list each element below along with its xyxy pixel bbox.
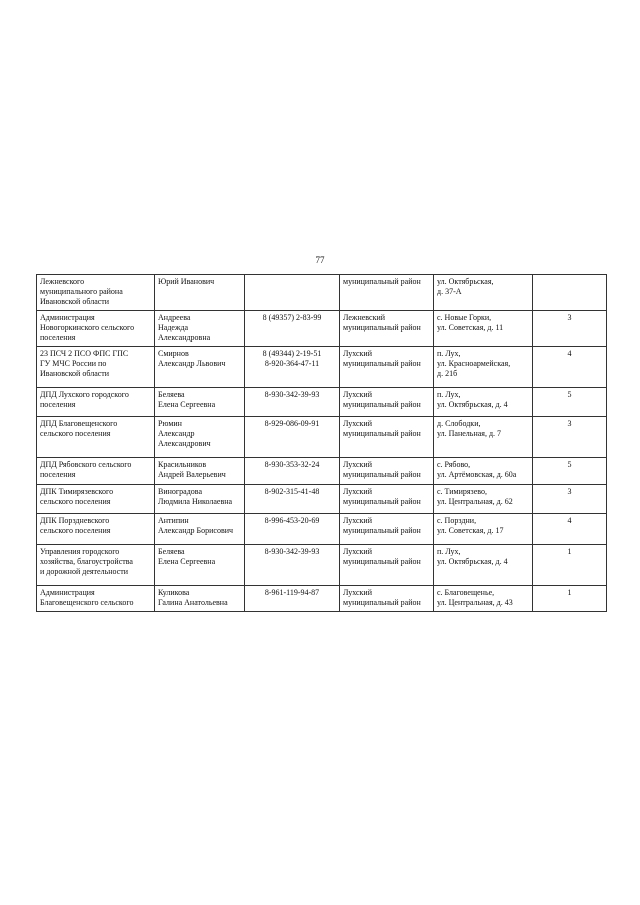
address-line: п. Лух, — [437, 349, 461, 358]
phone-line: 8-930-342-39-93 — [264, 547, 320, 556]
contact-person-cell — [155, 458, 245, 485]
phone-line: 8-930-342-39-93 — [264, 390, 320, 399]
organization-line: и дорожной деятельности — [40, 567, 129, 576]
district-line: муниципальный район — [343, 526, 421, 535]
organization-cell — [37, 485, 155, 514]
district-line: Лухский — [343, 419, 372, 428]
organization-cell — [37, 388, 155, 417]
contact-person-line: Александр Борисович — [158, 526, 234, 535]
count-cell: 1 — [533, 545, 607, 586]
organization-line: ДПК Порздневского — [40, 516, 110, 525]
table-row — [37, 545, 607, 586]
organization-line: сельского поселения — [40, 497, 111, 506]
phone-line: 8-961-119-94-87 — [264, 588, 320, 597]
contact-person-line: Куликова — [158, 588, 190, 597]
contact-person-line: Рюмин — [158, 419, 182, 428]
organization-line: хозяйства, благоустройства — [40, 557, 133, 566]
address-line: с. Тимирязево, — [437, 487, 487, 496]
contact-person-line: Александрович — [158, 439, 211, 448]
organization-line: Администрация — [40, 313, 95, 322]
table-row — [37, 586, 607, 612]
district-line: муниципальный район — [343, 429, 421, 438]
address-line: с. Благовещенье, — [437, 588, 495, 597]
district-line: муниципальный район — [343, 598, 421, 607]
phone-line: 8-920-364-47-11 — [264, 359, 320, 368]
organization-line: Управления городского — [40, 547, 120, 556]
organization-cell — [37, 311, 155, 347]
organization-line: сельского поселения — [40, 429, 111, 438]
address-cell — [434, 275, 533, 311]
organization-line: Благовещенского сельского — [40, 598, 134, 607]
organization-line: поселения — [40, 400, 76, 409]
district-cell — [340, 545, 434, 586]
count-cell: 5 — [533, 458, 607, 485]
district-line: Лухский — [343, 349, 372, 358]
district-line: муниципальный район — [343, 359, 421, 368]
district-cell — [340, 458, 434, 485]
phone-line: 8-902-315-41-48 — [264, 487, 320, 496]
district-line: Лухский — [343, 547, 372, 556]
organization-line: сельского поселения — [40, 526, 111, 535]
address-line: с. Рябово, — [437, 460, 471, 469]
contact-person-line: Юрий Иванович — [158, 277, 215, 286]
contact-person-cell — [155, 311, 245, 347]
contact-person-line: Беляева — [158, 390, 185, 399]
district-line: муниципальный район — [343, 400, 421, 409]
phone-line: 8 (49344) 2-19-51 — [262, 349, 322, 358]
district-line: муниципальный район — [343, 323, 421, 332]
contact-person-cell — [155, 275, 245, 311]
contact-person-cell — [155, 485, 245, 514]
phone-line: 8-996-453-20-69 — [264, 516, 320, 525]
phone-cell — [245, 347, 340, 388]
contact-person-line: Антипин — [158, 516, 189, 525]
organization-line: ГУ МЧС России по — [40, 359, 107, 368]
address-cell — [434, 311, 533, 347]
phone-cell — [245, 458, 340, 485]
organization-cell — [37, 275, 155, 311]
organization-cell — [37, 586, 155, 612]
organization-line: ДПК Тимирязевского — [40, 487, 114, 496]
contact-person-line: Андрей Валерьевич — [158, 470, 226, 479]
address-line: ул. Центральная, д. 43 — [437, 598, 513, 607]
organization-line: ДПД Лухского городского — [40, 390, 129, 399]
district-line: муниципальный район — [343, 470, 421, 479]
contact-person-line: Александр — [158, 429, 195, 438]
count-cell: 4 — [533, 514, 607, 545]
organization-line: Ивановской области — [40, 369, 110, 378]
address-line: п. Лух, — [437, 547, 461, 556]
contact-person-line: Смирнов — [158, 349, 189, 358]
district-line: муниципальный район — [343, 277, 421, 286]
table-row — [37, 417, 607, 458]
address-line: ул. Артёмовская, д. 60а — [437, 470, 517, 479]
organization-cell — [37, 347, 155, 388]
address-line: ул. Октябрьская, д. 4 — [437, 400, 508, 409]
contact-person-line: Галина Анатольевна — [158, 598, 228, 607]
organization-line: поселения — [40, 470, 76, 479]
organization-line: Ивановской области — [40, 297, 110, 306]
address-line: п. Лух, — [437, 390, 461, 399]
district-cell — [340, 417, 434, 458]
contact-person-line: Беляева — [158, 547, 185, 556]
address-line: ул. Панельная, д. 7 — [437, 429, 502, 438]
count-cell: 4 — [533, 347, 607, 388]
organization-cell — [37, 417, 155, 458]
contact-person-line: Елена Сергеевна — [158, 557, 216, 566]
district-line: Лухский — [343, 516, 372, 525]
district-cell — [340, 514, 434, 545]
phone-line: 8-929-086-09-91 — [264, 419, 320, 428]
table-row — [37, 311, 607, 347]
address-cell — [434, 514, 533, 545]
district-cell — [340, 586, 434, 612]
district-line: Лухский — [343, 588, 372, 597]
count-cell: 1 — [533, 586, 607, 612]
table-row — [37, 275, 607, 311]
contact-person-cell — [155, 417, 245, 458]
address-line: ул. Октябрьская, д. 4 — [437, 557, 508, 566]
district-cell — [340, 311, 434, 347]
count-cell: 3 — [533, 417, 607, 458]
contact-person-line: Александровна — [158, 333, 211, 342]
page-number: 77 — [315, 255, 325, 265]
address-cell — [434, 458, 533, 485]
organization-cell — [37, 514, 155, 545]
district-cell — [340, 275, 434, 311]
address-line: с. Порздни, — [437, 516, 477, 525]
address-line: д. Слободки, — [437, 419, 481, 428]
contact-person-line: Андреева — [158, 313, 191, 322]
contact-person-line: Людмила Николаевна — [158, 497, 233, 506]
district-line: муниципальный район — [343, 557, 421, 566]
phone-cell — [245, 485, 340, 514]
organization-cell — [37, 545, 155, 586]
address-line: д. 21б — [437, 369, 458, 378]
organization-line: муниципального района — [40, 287, 123, 296]
phone-line: 8 (49357) 2-83-99 — [262, 313, 322, 322]
district-line: муниципальный район — [343, 497, 421, 506]
organization-line: ДПД Рябовского сельского — [40, 460, 132, 469]
contact-person-line: Виноградова — [158, 487, 203, 496]
phone-cell — [245, 586, 340, 612]
district-line: Лухский — [343, 487, 372, 496]
phone-line: 8-930-353-32-24 — [264, 460, 320, 469]
contacts-table — [36, 274, 607, 612]
address-line: д. 37-А — [437, 287, 462, 296]
contact-person-cell — [155, 586, 245, 612]
organization-cell — [37, 458, 155, 485]
address-line: с. Новые Горки, — [437, 313, 492, 322]
phone-cell — [245, 514, 340, 545]
count-cell — [533, 275, 607, 311]
address-line: ул. Красноармейская, — [437, 359, 511, 368]
organization-line: Лежневского — [40, 277, 85, 286]
table-row — [37, 388, 607, 417]
contact-person-cell — [155, 545, 245, 586]
address-cell — [434, 586, 533, 612]
organization-line: ДПД Благовещенского — [40, 419, 118, 428]
district-cell — [340, 388, 434, 417]
address-line: ул. Центральная, д. 62 — [437, 497, 513, 506]
phone-cell — [245, 311, 340, 347]
contact-person-line: Надежда — [158, 323, 189, 332]
contact-person-line: Александр Львович — [158, 359, 226, 368]
table-row — [37, 458, 607, 485]
organization-line: Новогоркинского сельского — [40, 323, 135, 332]
contact-person-cell — [155, 388, 245, 417]
district-line: Лухский — [343, 390, 372, 399]
count-cell: 3 — [533, 311, 607, 347]
address-cell — [434, 388, 533, 417]
contact-person-cell — [155, 347, 245, 388]
district-cell — [340, 485, 434, 514]
district-line: Лежневский — [343, 313, 386, 322]
count-cell: 3 — [533, 485, 607, 514]
count-cell: 5 — [533, 388, 607, 417]
phone-cell — [245, 275, 340, 311]
address-cell — [434, 417, 533, 458]
address-cell — [434, 485, 533, 514]
organization-line: поселения — [40, 333, 76, 342]
phone-cell — [245, 417, 340, 458]
contact-person-line: Елена Сергеевна — [158, 400, 216, 409]
table-row — [37, 347, 607, 388]
address-line: ул. Советская, д. 11 — [437, 323, 504, 332]
table-row — [37, 485, 607, 514]
address-cell — [434, 347, 533, 388]
address-line: ул. Октябрьская, — [437, 277, 494, 286]
phone-cell — [245, 388, 340, 417]
district-line: Лухский — [343, 460, 372, 469]
contact-person-line: Красильников — [158, 460, 207, 469]
organization-line: Администрация — [40, 588, 95, 597]
phone-cell — [245, 545, 340, 586]
district-cell — [340, 347, 434, 388]
address-cell — [434, 545, 533, 586]
table-row — [37, 514, 607, 545]
contact-person-cell — [155, 514, 245, 545]
organization-line: 23 ПСЧ 2 ПСО ФПС ГПС — [40, 349, 129, 358]
address-line: ул. Советская, д. 17 — [437, 526, 504, 535]
